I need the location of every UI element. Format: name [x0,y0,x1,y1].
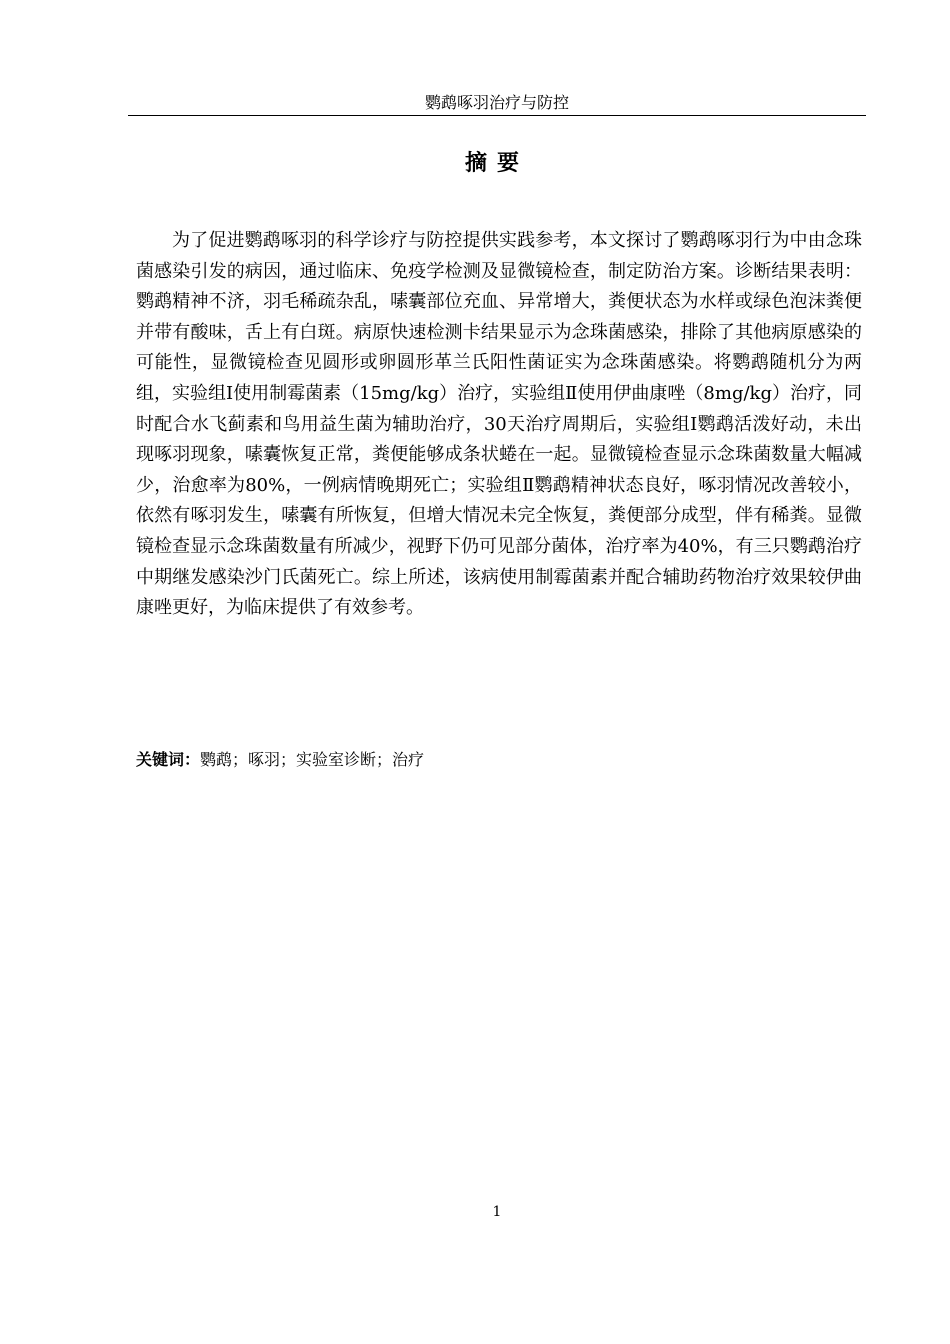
keywords-value: 鹦鹉；啄羽；实验室诊断；治疗 [200,750,425,769]
abstract-title: 摘要 [464,151,529,176]
keywords-line [136,747,862,773]
keywords-label: 关键词： [136,750,201,769]
page-number: 1 [492,1204,502,1220]
header-rule [128,115,866,116]
abstract-body: 为了促进鹦鹉啄羽的科学诊疗与防控提供实践参考，本文探讨了鹦鹉啄羽行为中由念珠菌感染引发的病因，通过临床、免疫学检测及显微镜检查，制定防治方案。诊断结果表明：鹦鹉精神不济，羽毛稀疏杂乱，嗉囊部位充血、异常增大，粪便状态为水样或绿色泡沫粪便并带有酸味，舌上有白斑。病原快速检测卡结果显示为念珠菌感染，排除了其他病原感染的可能性，显微镜检查见圆形或卵圆形革兰氏阳性菌证实为念珠菌感染。将鹦鹉随机分为两组，实验组Ⅰ使用制霉菌素（15mg/kg）治疗，实验组Ⅱ使用伊曲康唑（8mg/kg）治疗，同时配合水飞蓟素和鸟用益生菌为辅助治疗，30天治疗周期后，实验组Ⅰ鹦鹉活泼好动，未出现啄羽现象，嗉囊恢复正常，粪便能够成条状蜷在一起。显微镜检查显示念珠菌数量大幅减少，治愈率为80%，一例病情晚期死亡；实验组Ⅱ鹦鹉精神状态良好，啄羽情况改善较小，依然有啄羽发生，嗉囊有所恢复，但增大情况未完全恢复，粪便部分成型，伴有稀粪。显微镜检查显示念珠菌数量有所减少，视野下仍可见部分菌体，治疗率为40%，有三只鹦鹉治疗中期继发感染沙门氏菌死亡。综上所述，该病使用制霉菌素并配合辅助药物治疗效果较伊曲康唑更好，为临床提供了有效参考。 [136,230,862,619]
running-header: 鹦鹉啄羽治疗与防控 [424,93,569,112]
